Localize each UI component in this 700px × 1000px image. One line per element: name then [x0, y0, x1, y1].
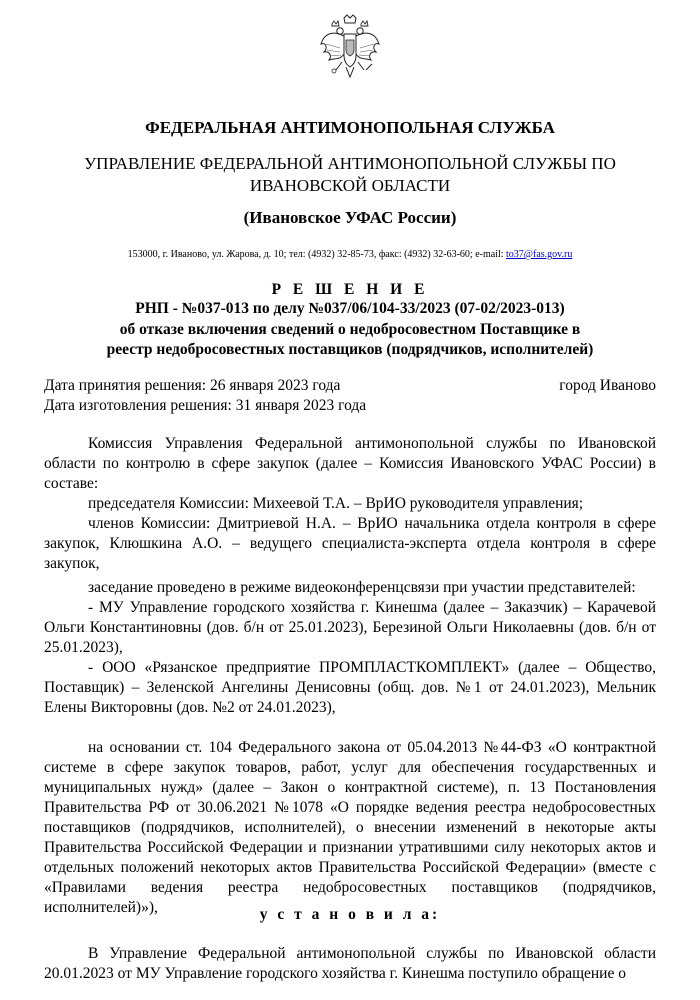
decision-subject-line-1: об отказе включения сведений о недобросовестном Поставщике в — [119, 321, 581, 338]
email-link[interactable]: to37@fas.gov.ru — [506, 249, 573, 260]
service-name: ФЕДЕРАЛЬНАЯ АНТИМОНОПОЛЬНАЯ СЛУЖБА — [145, 118, 555, 137]
department-line-2: ИВАНОВСКОЙ ОБЛАСТИ — [249, 176, 451, 195]
city-name: город Иваново — [559, 377, 656, 394]
paragraph-customer: - МУ Управление городского хозяйства г. Кинешма (далее – Заказчик) – Карачевой Ольги Константиновны (дов. б/н от 25.01.2023), Березиной Ольги Николаевны (дов. б/н от 25.01.2023), — [44, 599, 656, 656]
paragraph-supplier: - ООО «Рязанское предприятие ПРОМПЛАСТКОМПЛЕКТ» (далее – Общество, Поставщик) – Зеленской Ангелины Денисовны (общ. дов. №1 от 24.01.2023), Мельник Елены Викторовны (дов. №2 от 24.01.2023), — [44, 659, 656, 716]
department-name — [40, 153, 660, 197]
decision-heading: Р Е Ш Е Н И Е — [271, 281, 429, 298]
paragraph-legal-basis: на основании ст. 104 Федерального закона от 05.04.2013 №44-ФЗ «О контрактной системе в сфере закупок товаров, работ, услуг для обеспечения государственных и муниципальных нужд» (далее – Закон о контрактной системе), п. 13 Постановления Правительства РФ от 30.06.2021 №1078 «О порядке ведения реестра недобросовестных поставщиков (подрядчиков, исполнителей), о внесении изменений в некоторые акты Правительства Российской Федерации и признании утратившими силу некоторых актов и отдельных положений некоторых актов Правительства Российской Федерации» (вместе с «Правилами ведения реестра недобросовестных поставщиков (подрядчиков, исполнителей)»), — [44, 739, 656, 916]
department-line-1: УПРАВЛЕНИЕ ФЕДЕРАЛЬНОЙ АНТИМОНОПОЛЬНОЙ СЛУЖБЫ ПО — [84, 154, 616, 173]
commission-section — [44, 434, 656, 574]
paragraph-members: членов Комиссии: Дмитриевой Н.А. – ВрИО начальника отдела контроля в сфере закупок, Клюшкина А.О. – ведущего специалиста-эксперта отдела контроля в сфере закупок, — [44, 515, 656, 572]
address-text: 153000, г. Иваново, ул. Жарова, д. 10; тел: (4932) 32-85-73, факс: (4932) 32-63-60; e-mail: — [127, 249, 507, 260]
decision-subject — [40, 320, 660, 360]
department-short-name: (Ивановское УФАС России) — [243, 208, 457, 227]
paragraph-chairman: председателя Комиссии: Михеевой Т.А. – ВрИО руководителя управления; — [88, 495, 584, 512]
contact-address — [40, 249, 660, 260]
participants-section — [44, 578, 656, 718]
paragraph-session: заседание проведено в режиме видеоконференцсвязи при участии представителей: — [88, 579, 636, 596]
production-date: Дата изготовления решения: 31 января 2023 года — [44, 397, 367, 414]
paragraph-commission: Комиссия Управления Федеральной антимонопольной службы по Ивановской области по контролю в сфере закупок (далее – Комиссия Ивановского УФАС России) в составе: — [44, 435, 656, 492]
legal-basis-section — [44, 738, 656, 918]
case-number: РНП - №037-013 по делу №037/06/104-33/2023 (07-02/2023-013) — [135, 300, 565, 317]
adoption-date: Дата принятия решения: 26 января 2023 года — [44, 377, 341, 394]
findings-section — [44, 944, 656, 984]
decision-dates — [44, 376, 656, 416]
established-heading: у с т а н о в и л а: — [259, 906, 441, 923]
decision-subject-line-2: реестр недобросовестных поставщиков (подрядчиков, исполнителей) — [106, 341, 594, 358]
paragraph-findings: В Управление Федеральной антимонопольной службы по Ивановской области 20.01.2023 от МУ Управление городского хозяйства г. Кинешма поступило обращение о — [44, 945, 656, 982]
coat-of-arms-icon — [318, 14, 382, 82]
